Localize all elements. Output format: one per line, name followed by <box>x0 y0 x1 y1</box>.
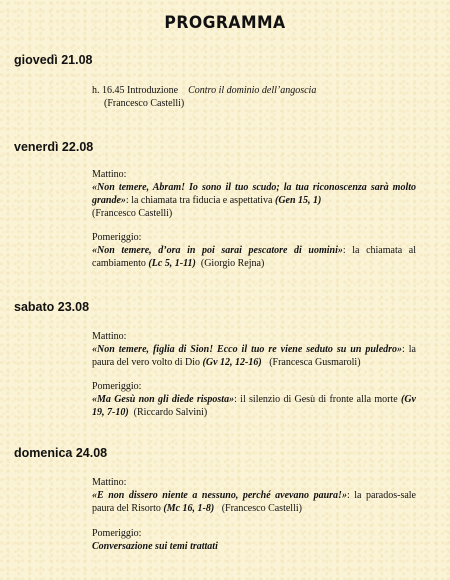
session-quote: «Ma Gesù non gli diede risposta» <box>92 394 235 405</box>
session-period: Mattino: <box>92 169 127 180</box>
session-topic: : il silenzio di Gesù di fronte alla morte <box>234 394 401 405</box>
session-friday-afternoon <box>92 231 416 270</box>
session-speaker: (Francesco Castelli) <box>221 503 302 514</box>
day-heading-thursday: giovedì 21.08 <box>14 53 93 67</box>
session-friday-morning <box>92 168 416 220</box>
session-speaker: (Riccardo Salvini) <box>133 407 208 418</box>
session-period: Pomeriggio: <box>92 381 142 392</box>
intro-speaker: (Francesco Castelli) <box>104 98 185 109</box>
session-sunday-morning <box>92 476 416 515</box>
session-speaker: (Francesco Castelli) <box>92 208 173 219</box>
page-title: PROGRAMMA <box>164 13 286 33</box>
session-ref: (Lc 5, 1-11) <box>148 258 196 269</box>
session-period: Mattino: <box>92 477 127 488</box>
session-saturday-morning <box>92 330 416 369</box>
session-topic: : la chiamata tra fiducia e aspettativa <box>125 195 275 206</box>
day-heading-saturday: sabato 23.08 <box>14 300 90 314</box>
session-period: Pomeriggio: <box>92 232 142 243</box>
session-period: Pomeriggio: <box>92 528 142 539</box>
session-topic: : la parados-sale paura del Risorto <box>92 490 416 514</box>
session-period: Mattino: <box>92 331 127 342</box>
session-quote: «Non temere, Abram! Io sono il tuo scudo; la tua riconoscenza sarà molto grande» <box>92 182 416 206</box>
session-ref: (Gv 12, 12-16) <box>202 357 262 368</box>
session-closing: Conversazione sui temi trattati <box>92 541 218 552</box>
intro-title: Contro il dominio dell’angoscia <box>188 85 317 96</box>
session-quote: «E non dissero niente a nessuno, perché avevano paura!» <box>92 490 347 501</box>
session-sunday-afternoon <box>92 527 416 553</box>
intro-time: h. 16.45 Introduzione <box>92 85 179 96</box>
session-quote: «Non temere, d’ora in poi sarai pescatore di uomini» <box>92 245 343 256</box>
session-speaker: (Francesca Gusmaroli) <box>269 357 361 368</box>
intro-block <box>92 84 416 110</box>
session-quote: «Non temere, figlia di Sion! Ecco il tuo re viene seduto su un puledro» <box>92 344 403 355</box>
session-ref: (Mc 16, 1-8) <box>163 503 215 514</box>
session-saturday-afternoon <box>92 380 416 419</box>
session-topic: : la paura del vero volto di Dio <box>92 344 416 368</box>
session-topic: : la chiamata al cambiamento <box>92 245 416 269</box>
day-heading-sunday: domenica 24.08 <box>14 446 108 460</box>
session-ref: (Gen 15, 1) <box>275 195 322 206</box>
day-heading-friday: venerdì 22.08 <box>14 140 94 154</box>
session-ref: (Gv 19, 7-10) <box>92 394 416 418</box>
session-speaker: (Giorgio Rejna) <box>200 258 265 269</box>
